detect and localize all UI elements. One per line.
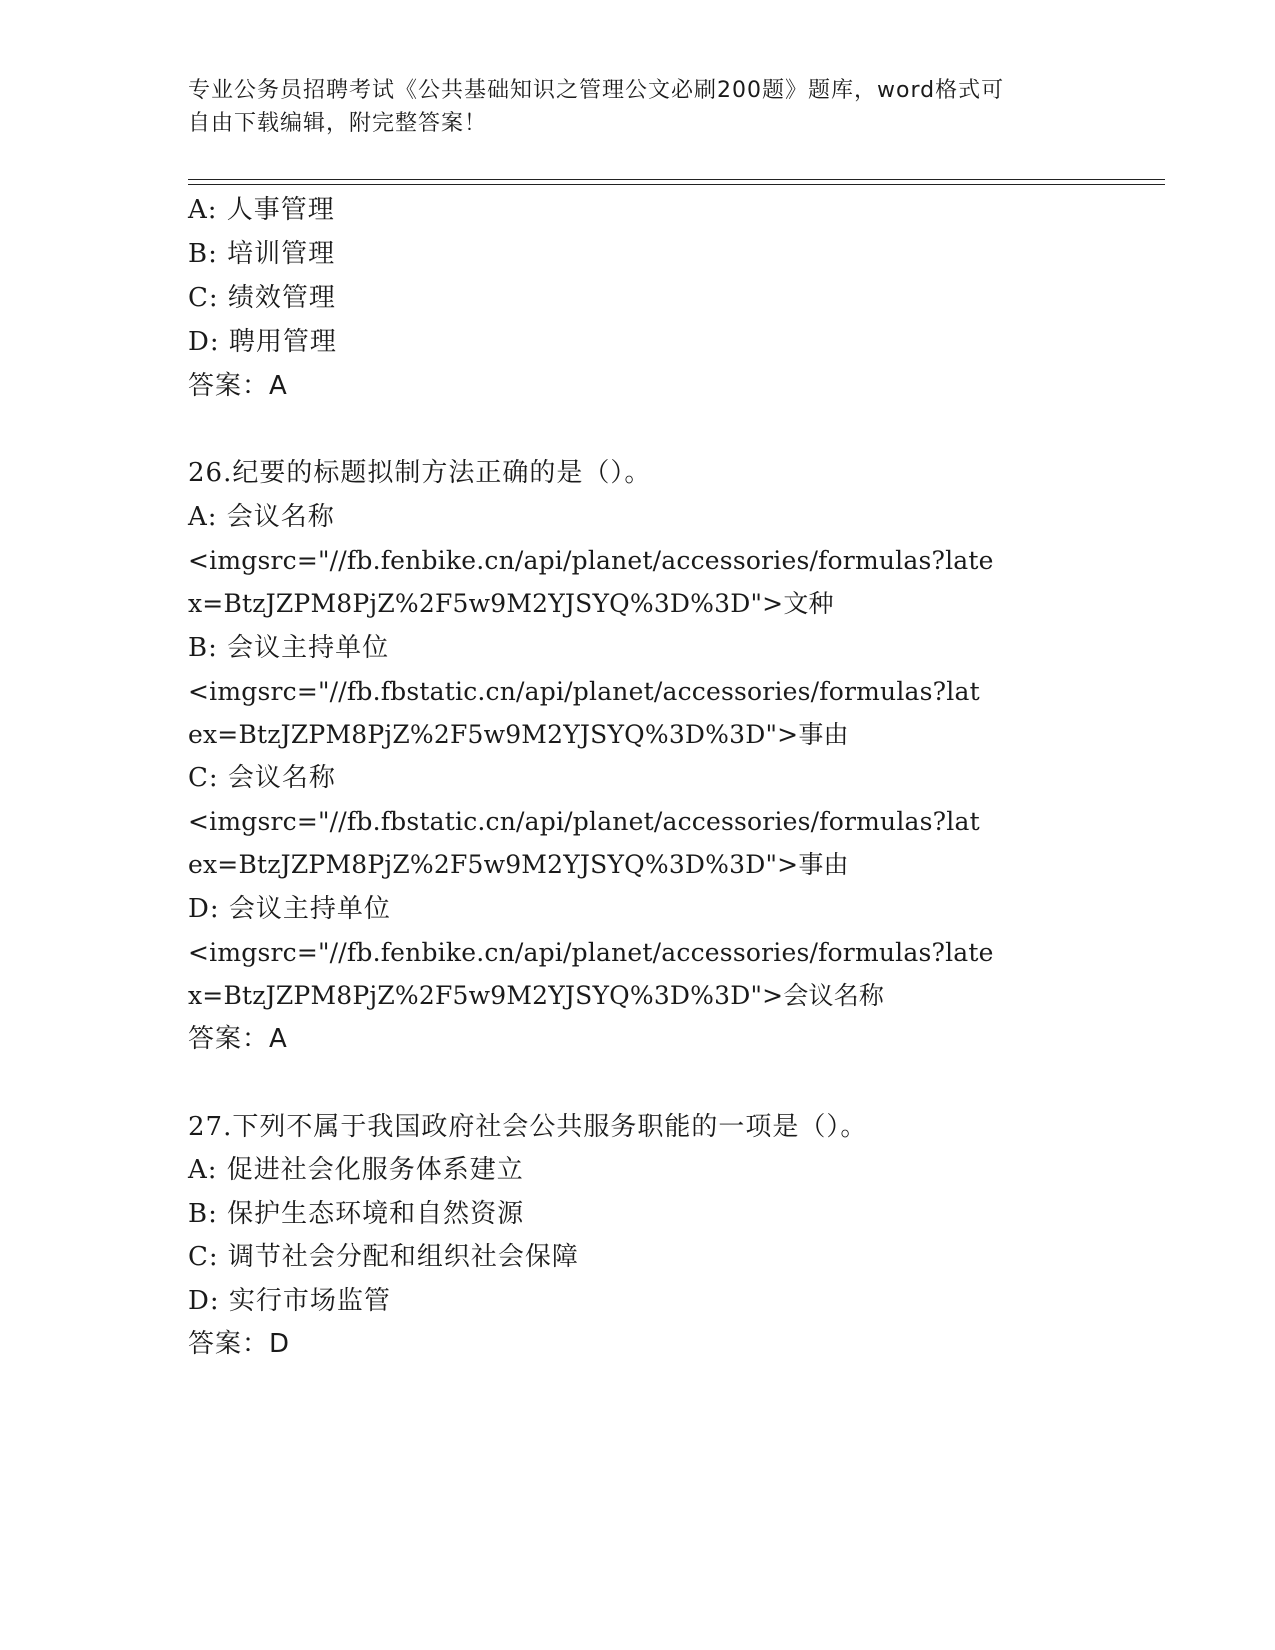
header-line-2: 自由下载编辑，附完整答案！ <box>188 111 488 136</box>
q26-option-a: A: 会议名称 <box>188 502 335 532</box>
q27-stem: 27.下列不属于我国政府社会公共服务职能的一项是（）。 <box>188 1112 868 1142</box>
q25-answer: 答案：A <box>188 371 288 401</box>
q26-stem: 26.纪要的标题拟制方法正确的是（）。 <box>188 458 652 488</box>
q26-option-b: B: 会议主持单位 <box>188 633 390 663</box>
q26-option-d-source-2: x=BtzJZPM8PjZ%2F5w9M2YJSYQ%3D%3D">会议名称 <box>188 981 885 1010</box>
q27-option-b: B: 保护生态环境和自然资源 <box>188 1199 525 1229</box>
q27-option-a: A: 促进社会化服务体系建立 <box>188 1155 524 1185</box>
q26-option-c: C: 会议名称 <box>188 763 336 793</box>
q27-answer: 答案：D <box>188 1329 291 1359</box>
q25-option-b: B: 培训管理 <box>188 239 336 269</box>
q26-option-c-source-2: ex=BtzJZPM8PjZ%2F5w9M2YJSYQ%3D%3D">事由 <box>188 850 849 879</box>
q26-answer: 答案：A <box>188 1024 288 1054</box>
document-header <box>188 74 1088 140</box>
q25-option-a: A: 人事管理 <box>188 195 335 225</box>
q27-option-d: D: 实行市场监管 <box>188 1286 391 1316</box>
header-divider-bottom <box>188 184 1165 185</box>
q27-option-c: C: 调节社会分配和组织社会保障 <box>188 1242 579 1272</box>
header-line-1: 专业公务员招聘考试《公共基础知识之管理公文必刷200题》题库，word格式可 <box>188 78 1005 103</box>
q26-option-d-source-1: <imgsrc="//fb.fenbike.cn/api/planet/accessories/formulas?late <box>188 938 994 967</box>
header-divider-top <box>188 179 1165 180</box>
q26-option-c-source-1: <imgsrc="//fb.fbstatic.cn/api/planet/accessories/formulas?lat <box>188 807 980 836</box>
q25-option-d: D: 聘用管理 <box>188 327 337 357</box>
q26-option-b-source-2: ex=BtzJZPM8PjZ%2F5w9M2YJSYQ%3D%3D">事由 <box>188 720 849 749</box>
q26-option-a-source-1: <imgsrc="//fb.fenbike.cn/api/planet/accessories/formulas?late <box>188 546 994 575</box>
q26-option-b-source-1: <imgsrc="//fb.fbstatic.cn/api/planet/accessories/formulas?lat <box>188 677 980 706</box>
q25-option-c: C: 绩效管理 <box>188 283 336 313</box>
q26-option-a-source-2: x=BtzJZPM8PjZ%2F5w9M2YJSYQ%3D%3D">文种 <box>188 589 834 618</box>
q26-option-d: D: 会议主持单位 <box>188 894 391 924</box>
